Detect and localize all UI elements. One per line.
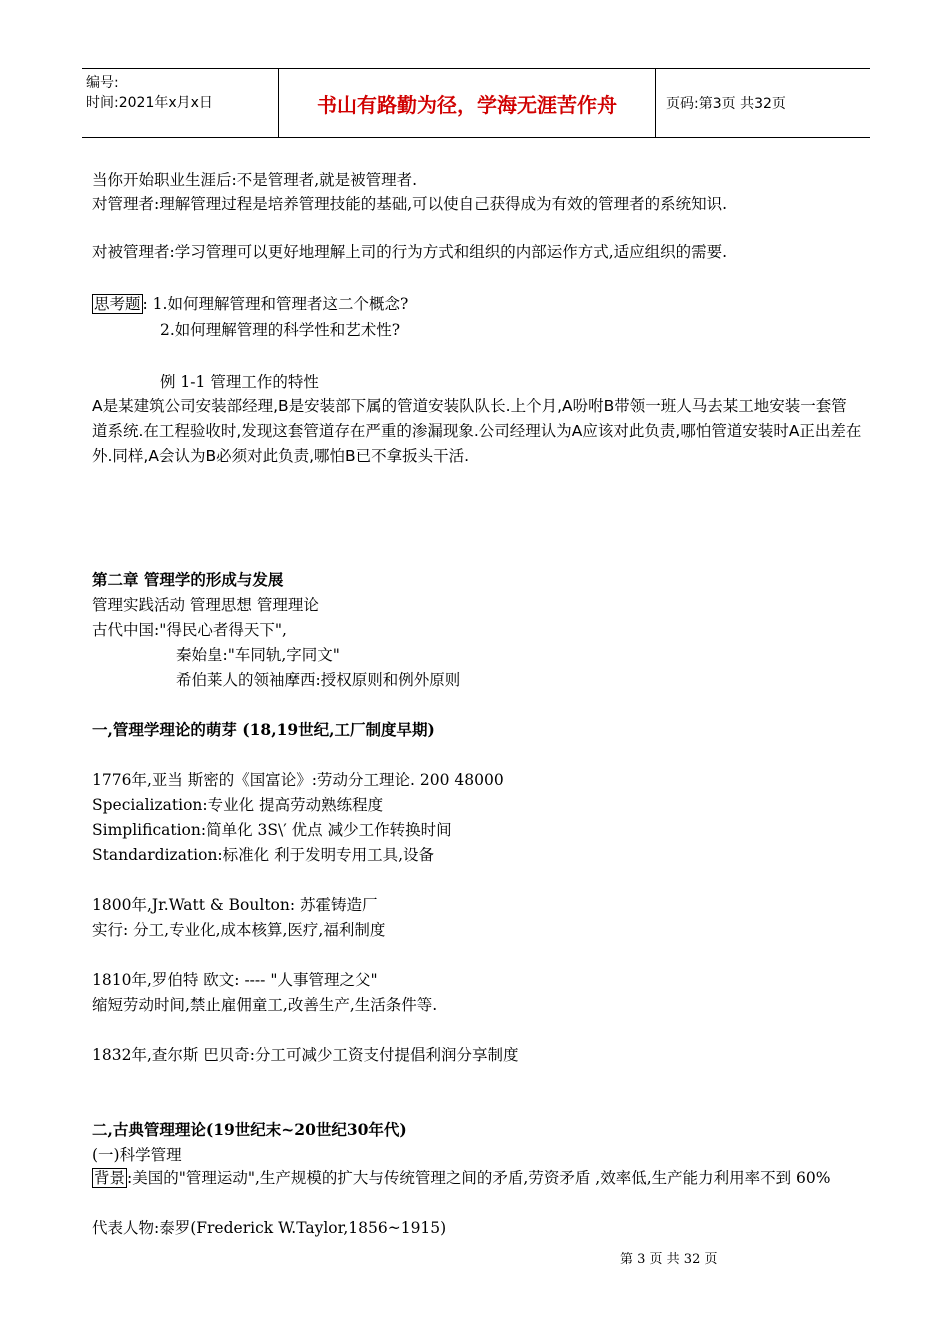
background-text: :美国的"管理运动",生产规模的扩大与传统管理之间的矛盾,劳资矛盾 ,效率低,生产能力利用率不到 60% xyxy=(127,1169,831,1187)
header-left xyxy=(86,73,213,113)
text-line: Specialization:专业化 提高劳动熟练程度 xyxy=(92,796,384,814)
section-heading: 一,管理学理论的萌芽 (18,19世纪,工厂制度早期) xyxy=(92,720,435,739)
example-title: 例 1-1 管理工作的特性 xyxy=(160,373,319,391)
text-line: 1776年,亚当 斯密的《国富论》:劳动分工理论. 200 48000 xyxy=(92,771,504,789)
think-questions xyxy=(92,292,408,314)
think-label: 思考题 xyxy=(94,295,141,313)
text-line: (一)科学管理 xyxy=(92,1146,182,1164)
text-paragraph: 对被管理者:学习管理可以更好地理解上司的行为方式和组织的内部运作方式,适应组织的需要. xyxy=(92,243,728,261)
example-body: A是某建筑公司安装部经理,B是安装部下属的管道安装队队长.上个月,A吩咐B带领一班人马去某工地安装一套管道系统.在工程验收时,发现这套管道存在严重的渗漏现象.公司经理认为A应该对此负责,哪怕管道安装时A正出差在外.同样,A会认为B必须对此负责,哪怕B已不拿扳头干活. xyxy=(92,397,862,465)
background-paragraph xyxy=(92,1166,862,1190)
text-line: 希伯莱人的领袖摩西:授权原则和例外原则 xyxy=(176,671,461,689)
think-question-2: 2.如何理解管理的科学性和艺术性? xyxy=(160,321,401,339)
think-question-1: : 1.如何理解管理和管理者这二个概念? xyxy=(142,295,409,313)
text-line: 1832年,查尔斯 巴贝奇:分工可减少工资支付提倡利润分享制度 xyxy=(92,1046,519,1064)
time-label: 时间:2021年x月x日 xyxy=(86,95,213,111)
text-line: Standardization:标准化 利于发明专用工具,设备 xyxy=(92,846,435,864)
page-info: 页码:第3页 共32页 xyxy=(666,96,786,112)
chapter-heading: 第二章 管理学的形成与发展 xyxy=(92,571,284,589)
text-line: 1810年,罗伯特 欧文: ---- "人事管理之父" xyxy=(92,971,378,989)
text-line: Simplification:简单化 3S\′ 优点 减少工作转换时间 xyxy=(92,821,452,839)
text-line: 缩短劳动时间,禁止雇佣童工,改善生产,生活条件等. xyxy=(92,996,438,1014)
page-footer: 第 3 页 共 32 页 xyxy=(620,1252,718,1267)
text-line: 当你开始职业生涯后:不是管理者,就是被管理者. xyxy=(92,171,418,189)
text-line: 1800年,Jr.Watt & Boulton: 苏霍铸造厂 xyxy=(92,896,378,914)
background-label: 背景 xyxy=(94,1169,126,1187)
text-line: 秦始皇:"车同轨,字同文" xyxy=(176,646,340,664)
number-label: 编号: xyxy=(86,75,119,91)
text-line: 古代中国:"得民心者得天下", xyxy=(92,621,287,639)
motto: 书山有路勤为径，学海无涯苦作舟 xyxy=(278,69,656,137)
text-line: 管理实践活动 管理思想 管理理论 xyxy=(92,596,319,614)
page-header xyxy=(82,68,870,138)
text-line: 实行: 分工,专业化,成本核算,医疗,福利制度 xyxy=(92,921,386,939)
text-paragraph: 对管理者:理解管理过程是培养管理技能的基础,可以使自己获得成为有效的管理者的系统知识. xyxy=(92,195,728,213)
section-heading: 二,古典管理理论(19世纪末~20世纪30年代) xyxy=(92,1120,407,1139)
text-line: 代表人物:泰罗(Frederick W.Taylor,1856~1915) xyxy=(92,1219,447,1237)
